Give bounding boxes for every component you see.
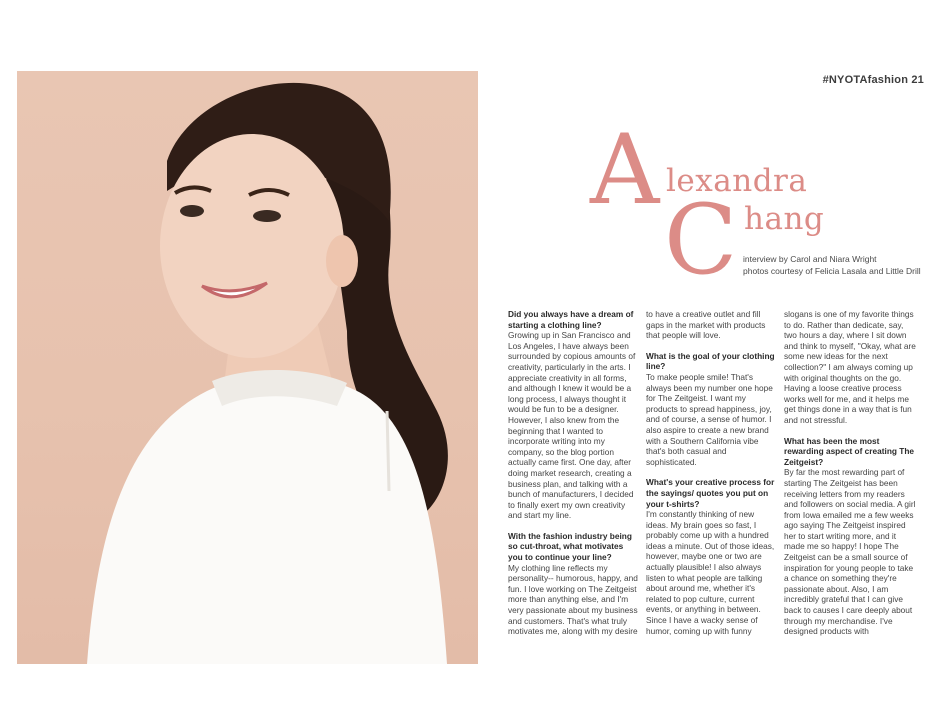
answer-text: My clothing line reflects my personality-- humorous, happy, and fun. I love working on The Zeitgeist more than anything else, and I'm very passionate about my business and customers. That's what truly motivates me, along with my desire [508, 562, 638, 637]
question-heading: What is the goal of your clothing line? [646, 350, 775, 372]
article-credits [743, 253, 933, 277]
text-column-1 [508, 309, 644, 644]
title-initial-a: A [590, 114, 660, 226]
answer-text: To make people smile! That's always been my number one hope for The Zeitgeist. I want my products to spread happiness, joy, and of course, a sense of humor. I also aspire to create a new brand with a Southern California vibe that's both casual and sophisticated. [646, 371, 773, 467]
question-heading: What's your creative process for the sayings/ quotes you put on your t-shirts? [646, 477, 775, 509]
question-heading: With the fashion industry being so cut-throat, what motivates you to continue your line? [508, 530, 632, 563]
answer-text: By far the most rewarding part of starting The Zeitgeist has been receiving letters from my readers and followers on social media. A girl from Iowa emailed me a few weeks ago saying The Zeitgeist inspired her to start writing more, and it made me so happy! I hope The Zeitgeist can be a small source of inspiration for young people to take a chance on something they're passionate about. Also, I am incredibly grateful that I can give back to causes I care deeply about through my merchandise. I've designed products with [784, 467, 916, 637]
question-heading: What has been the most rewarding aspect of creating The Zeitgeist? [784, 435, 915, 467]
text-column-3 [784, 309, 920, 644]
question-heading: Did you always have a dream of starting a clothing line? [508, 309, 634, 330]
answer-continued: to have a creative outlet and fill gaps in the market with products that people will love. [646, 309, 766, 341]
page-folio: #NYOTAfashion 21 [822, 74, 924, 86]
answer-text: Growing up in San Francisco and Los Angeles, I have always been surrounded by copious amounts of creativity, particularly in the arts. I appreciate creativity in all forms, and although I knew it would be a long process, I always thought it would be fun to be a designer. However, I also knew from the beginning that I wanted to incorporate writing into my company, so the blog portion actually came first. One day, after doing market research, creating a business plan, and talking with a bunch of manufacturers, I decided to finally exert my own creativity and start my line. [508, 330, 636, 521]
answer-continued: slogans is one of my favorite things to do. Rather than dedicate, say, two hours a day, where I sit down and think to myself, "Okay, what are some new ideas for the next collection?" I am always coming up with original thoughts on the go. Having a loose creative process works well for me, and it helps me get things done in a way that is fun and not stressful. [784, 309, 916, 425]
portrait-illustration [17, 71, 478, 664]
title-initial-c: C [664, 184, 738, 296]
title-first-name-rest: lexandra [666, 163, 808, 199]
article-body [508, 309, 920, 644]
answer-text: I'm constantly thinking of new ideas. My brain goes so fast, I probably come up with a hundred ideas a minute. Out of those ideas, however, maybe one or two are actually plausible! I also always listen to what people are talking about around me, whether it's related to pop culture, current events, or anything in between. Since I have a wacky sense of humor, coming up with funny [646, 509, 775, 636]
credit-photos: photos courtesy of Felicia Lasala and Little Drill [743, 266, 921, 276]
credit-interview: interview by Carol and Niara Wright [743, 254, 877, 264]
portrait-photo [17, 71, 478, 664]
text-column-2 [646, 309, 782, 644]
title-last-name-rest: hang [744, 201, 825, 237]
